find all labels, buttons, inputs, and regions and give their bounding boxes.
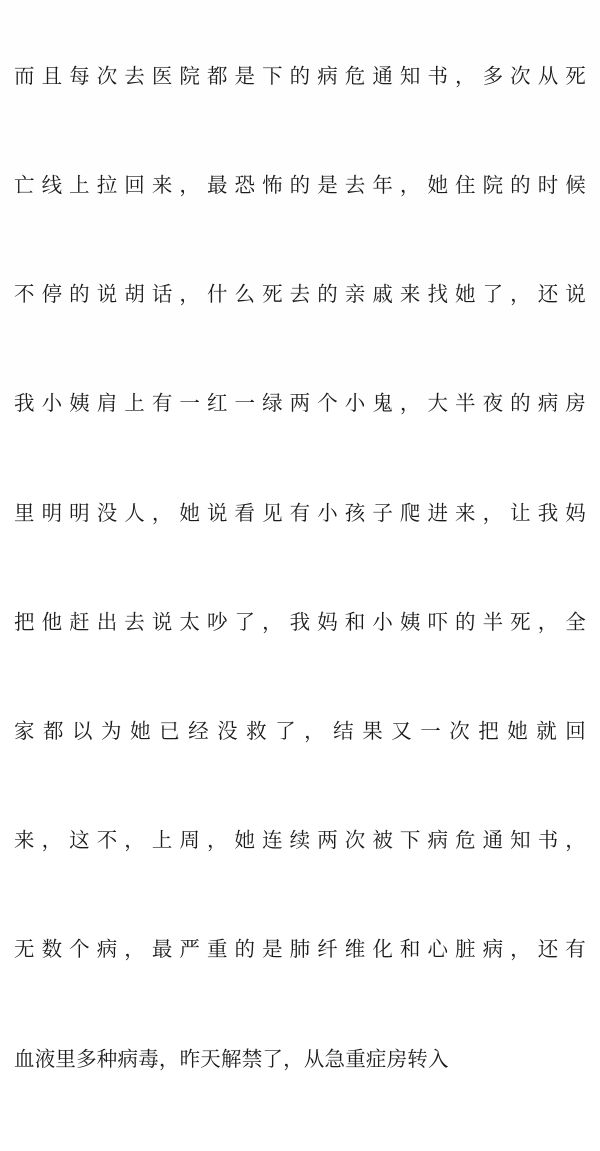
text-line: 无数个病，最严重的是肺纤维化和心脏病，还有 [14,938,586,962]
text-line: 不停的说胡话，什么死去的亲戚来找她了，还说 [14,283,586,307]
text-line: 里明明没人，她说看见有小孩子爬进来，让我妈 [14,501,586,525]
text-line: 把他赶出去说太吵了，我妈和小姨吓的半死，全 [14,610,586,634]
text-line: 而且每次去医院都是下的病危通知书，多次从死 [14,64,586,88]
text-line: 家都以为她已经没救了，结果又一次把她就回 [14,720,586,744]
document-text-body [14,0,586,1151]
text-line: 来，这不，上周，她连续两次被下病危通知书， [14,829,586,853]
text-line: 亡线上拉回来，最恐怖的是去年，她住院的时候 [14,174,586,198]
text-line: 血液里多种病毒，昨天解禁了，从急重症房转入 [14,1047,449,1071]
text-line: 我小姨肩上有一红一绿两个小鬼，大半夜的病房 [14,392,586,416]
